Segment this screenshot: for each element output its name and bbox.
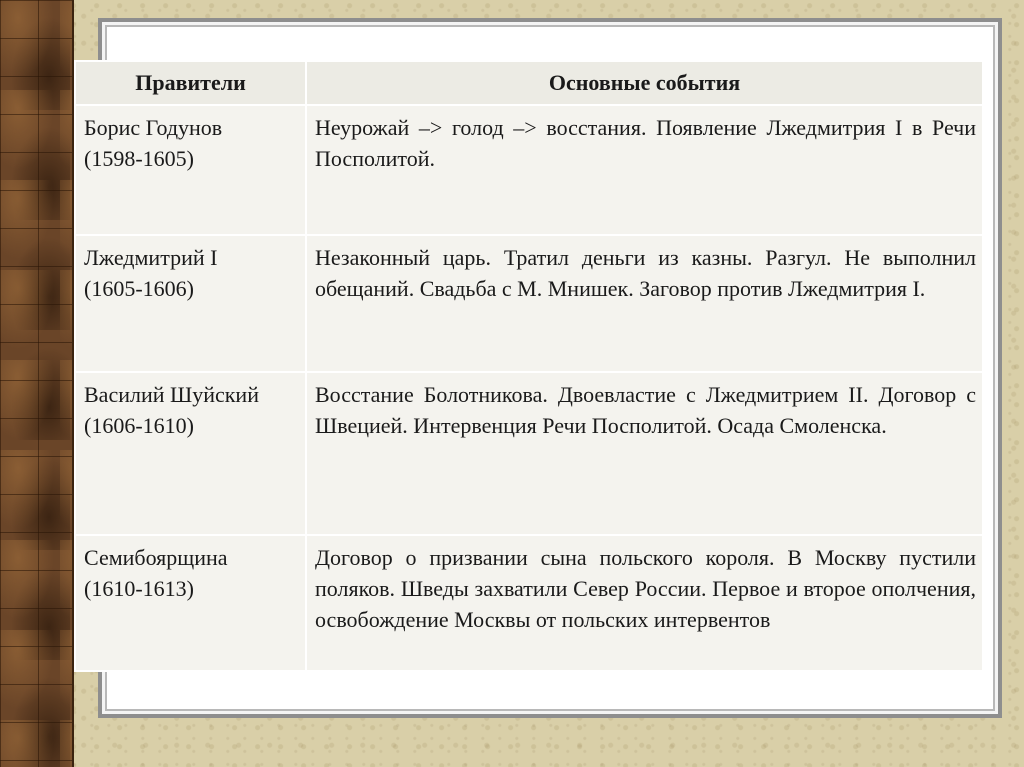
ruler-cell: [75, 235, 306, 372]
ruler-years: (1605-1606): [84, 276, 194, 301]
table-header-row: [75, 61, 983, 105]
table-row: [75, 235, 983, 372]
table-row: [75, 535, 983, 671]
rulers-events-table: [74, 60, 984, 672]
table-row: [75, 105, 983, 235]
ruler-cell: [75, 105, 306, 235]
header-events: Основные события: [306, 61, 983, 105]
ruler-name: Лжедмитрий I: [84, 245, 218, 270]
ruler-years: (1606-1610): [84, 413, 194, 438]
ruler-years: (1610-1613): [84, 576, 194, 601]
events-cell: Договор о призвании сына польского короля. В Москву пустили поляков. Шведы захватили Север России. Первое и второе ополчения, освобождение Москвы от польских интервентов: [306, 535, 983, 671]
table-row: [75, 372, 983, 535]
ruler-name: Борис Годунов: [84, 115, 223, 140]
ruler-cell: [75, 535, 306, 671]
header-rulers: Правители: [75, 61, 306, 105]
ruler-name: Семибоярщина: [84, 545, 228, 570]
ruler-name: Василий Шуйский: [84, 382, 259, 407]
ruler-cell: [75, 372, 306, 535]
events-cell: Восстание Болотникова. Двоевластие с Лжедмитрием II. Договор с Швецией. Интервенция Речи Посполитой. Осада Смоленска.: [306, 372, 983, 535]
ruler-years: (1598-1605): [84, 146, 194, 171]
events-cell: Неурожай –> голод –> восстания. Появление Лжедмитрия I в Речи Посполитой.: [306, 105, 983, 235]
events-cell: Незаконный царь. Тратил деньги из казны. Разгул. Не выполнил обещаний. Свадьба с М. Мнишек. Заговор против Лжедмитрия I.: [306, 235, 983, 372]
decorative-left-strip: [0, 0, 74, 767]
